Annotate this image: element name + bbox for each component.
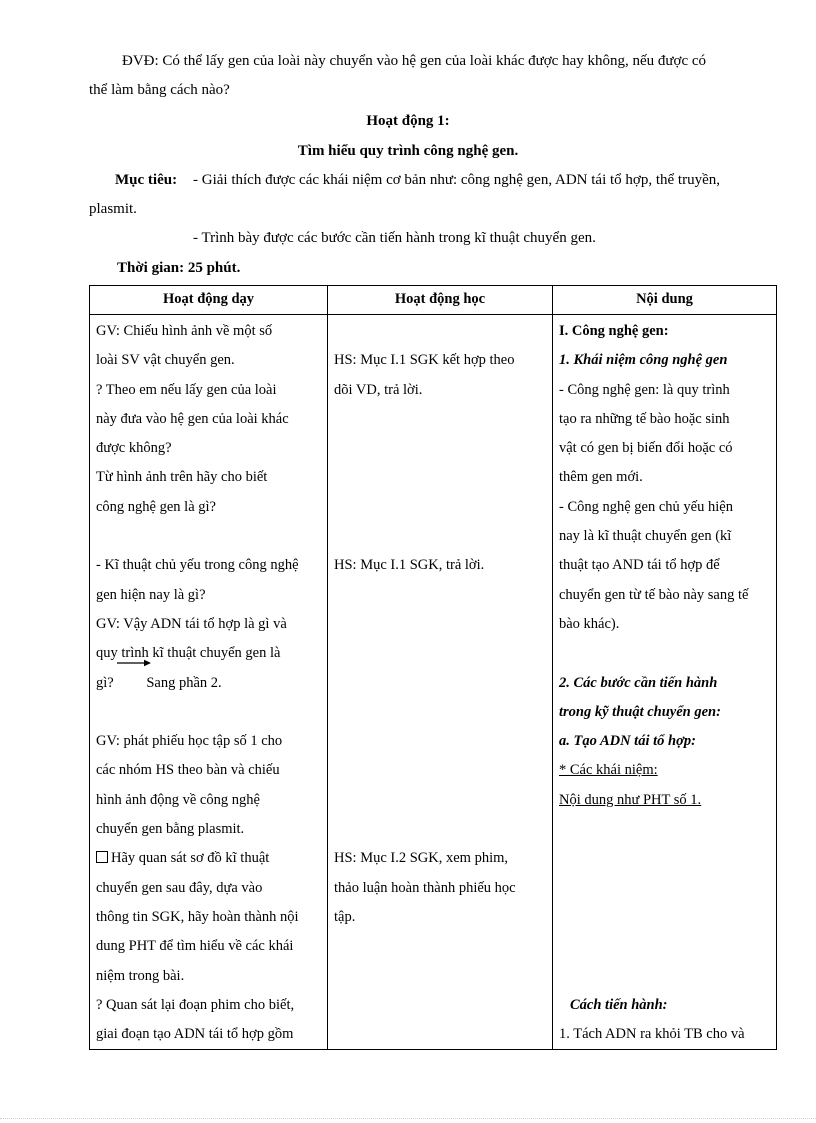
- content-line: tạo ra những tế bào hoặc sinh: [559, 410, 730, 427]
- teacher-line: công nghệ gen là gì?: [96, 498, 216, 515]
- teacher-line: giai đoạn tạo ADN tái tổ hợp gồm: [96, 1026, 294, 1043]
- content-concepts-note: Nội dung như PHT số 1.: [559, 791, 702, 808]
- content-line: nay là kĩ thuật chuyển gen (kĩ: [559, 528, 732, 545]
- content-line: vật có gen bị biến đổi hoặc có: [559, 440, 733, 457]
- content-line: chuyển gen từ tế bào này sang tế: [559, 586, 749, 603]
- objective-1: - Giải thích được các khái niệm cơ bản như: công nghệ gen, ADN tái tổ hợp, thể truyền,: [193, 172, 720, 188]
- teacher-line: ? Theo em nếu lấy gen của loài: [96, 381, 277, 398]
- header-teaching: Hoạt động dạy: [90, 286, 328, 315]
- teacher-line: chuyển gen sau đây, dựa vào: [96, 879, 263, 896]
- teacher-line: Từ hình ảnh trên hãy cho biết: [96, 469, 268, 486]
- teacher-line: [96, 698, 321, 727]
- teacher-line: loài SV vật chuyển gen.: [96, 352, 235, 369]
- objectives-label: Mục tiêu:: [115, 172, 178, 188]
- table-header-row: [90, 286, 777, 315]
- content-concepts: * Các khái niệm:: [559, 762, 658, 779]
- teacher-line: chuyển gen bằng plasmit.: [96, 821, 245, 838]
- table-body-row: [90, 315, 777, 1050]
- teacher-line: - Kĩ thuật chủ yếu trong công nghệ: [96, 557, 299, 574]
- teacher-line: [96, 844, 321, 873]
- content-line: thêm gen mới.: [559, 469, 643, 486]
- student-line: HS: Mục I.2 SGK, xem phim,: [334, 850, 508, 867]
- time-allotted: Thời gian: 25 phút.: [117, 260, 241, 276]
- content-step-a: a. Tạo ADN tái tổ hợp:: [559, 733, 696, 750]
- student-line: HS: Mục I.1 SGK, trả lời.: [334, 557, 485, 574]
- content-line: bào khác).: [559, 615, 620, 632]
- content-subheading-2: 2. Các bước cần tiến hành: [559, 674, 718, 691]
- teacher-line: dung PHT để tìm hiểu về các khái: [96, 938, 294, 955]
- content-line: thuật tạo AND tái tổ hợp để: [559, 557, 720, 574]
- teacher-line: thông tin SGK, hãy hoàn thành nội: [96, 908, 299, 925]
- teacher-line: các nhóm HS theo bàn và chiếu: [96, 762, 280, 779]
- teacher-line: hình ảnh động về công nghệ: [96, 791, 260, 808]
- teacher-line: GV: Vậy ADN tái tổ hợp là gì và: [96, 615, 287, 632]
- teacher-line: quy trình kĩ thuật chuyển gen là: [96, 645, 281, 662]
- arrow-right-icon: [117, 659, 151, 667]
- teacher-line: gen hiện nay là gì?: [96, 586, 206, 603]
- intro-line-1: ĐVĐ: Có thể lấy gen của loài này chuyển vào hệ gen của loài khác được hay không, nếu được có: [122, 53, 707, 69]
- content-column: [553, 315, 777, 1050]
- teacher-line: [96, 522, 321, 551]
- header-learning: Hoạt động học: [328, 286, 553, 315]
- student-line: thảo luận hoàn thành phiếu học: [334, 879, 516, 896]
- content-line: 1. Tách ADN ra khỏi TB cho và: [559, 1026, 745, 1043]
- student-line: tập.: [334, 908, 356, 925]
- teacher-line: gì? Sang phần 2.: [96, 674, 222, 691]
- teacher-line-text: Hãy quan sát sơ đồ kĩ thuật: [111, 850, 270, 867]
- teacher-line: được không?: [96, 440, 172, 457]
- teacher-line: này đưa vào hệ gen của loài khác: [96, 410, 289, 427]
- lesson-table: [89, 285, 777, 1050]
- content-subheading-1: 1. Khái niệm công nghệ gen: [559, 352, 728, 369]
- content-subheading-2-cont: trong kỹ thuật chuyển gen:: [559, 703, 721, 720]
- teacher-line: ? Quan sát lại đoạn phim cho biết,: [96, 996, 295, 1013]
- header-content: Nội dung: [553, 286, 777, 315]
- content-line: - Công nghệ gen chủ yếu hiện: [559, 498, 733, 515]
- page-bottom-divider: [0, 1118, 816, 1119]
- student-line: HS: Mục I.1 SGK kết hợp theo: [334, 352, 515, 369]
- objective-2: - Trình bày được các bước cần tiến hành trong kĩ thuật chuyển gen.: [193, 230, 596, 246]
- teacher-line: GV: Chiếu hình ảnh về một số: [96, 323, 273, 339]
- content-line: - Công nghệ gen: là quy trình: [559, 381, 730, 398]
- activity-title: Hoạt động 1:: [366, 113, 450, 129]
- objective-1-cont: plasmit.: [89, 201, 137, 217]
- teacher-line: GV: phát phiếu học tập số 1 cho: [96, 733, 283, 750]
- student-column: [328, 315, 553, 1050]
- content-method-heading: Cách tiến hành:: [570, 996, 668, 1013]
- checkbox-icon: [96, 851, 108, 863]
- student-line: dõi VD, trả lời.: [334, 381, 423, 398]
- activity-subtitle: Tìm hiểu quy trình công nghệ gen.: [297, 143, 519, 159]
- teacher-line: niệm trong bài.: [96, 967, 185, 984]
- teacher-column: [90, 315, 328, 1050]
- content-section-title: I. Công nghệ gen:: [559, 323, 669, 339]
- intro-line-2: thể làm bằng cách nào?: [89, 82, 230, 98]
